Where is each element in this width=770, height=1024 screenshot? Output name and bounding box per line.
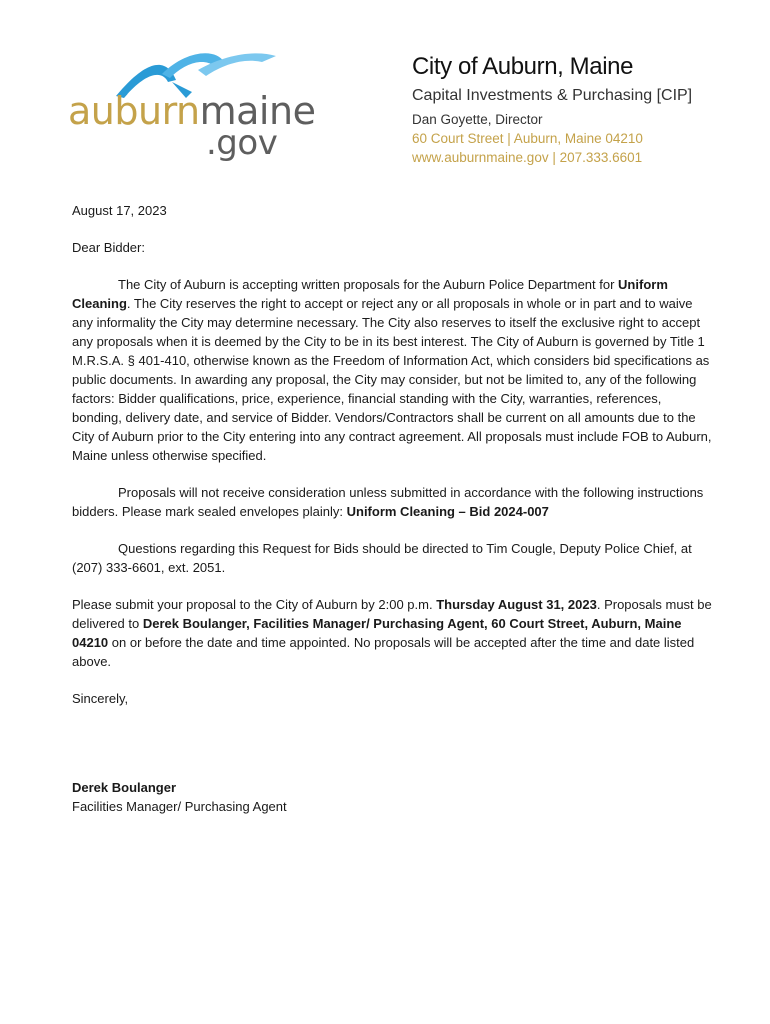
department-name: Capital Investments & Purchasing [CIP] <box>412 87 693 104</box>
p2-text: Proposals will not receive consideration unless submitted in accordance with the following instructions bidders. Please mark sealed envelopes plainly: <box>72 485 704 519</box>
letterhead <box>412 52 752 167</box>
logo-wordmark <box>68 89 316 133</box>
org-name: City of Auburn, Maine <box>412 53 634 80</box>
contact-line: www.auburnmaine.gov | 207.333.6601 <box>412 150 643 165</box>
envelope-label: Uniform Cleaning – Bid 2024-007 <box>346 504 549 519</box>
p1-subject: Uniform Cleaning <box>72 277 668 311</box>
salutation: Dear Bidder: <box>72 240 145 255</box>
logo-domain-gov: .gov <box>206 123 278 163</box>
paragraph-questions: Questions regarding this Request for Bids should be directed to Tim Cougle, Deputy Police Chief, at (207) 333-6601, ext. 2051. <box>72 541 692 575</box>
signature-block <box>72 778 712 816</box>
delivery-address: Derek Boulanger, Facilities Manager/ Purchasing Agent, 60 Court Street, Auburn, Maine 04210 <box>72 616 682 650</box>
p4-text2: . Proposals must be delivered to <box>72 597 712 631</box>
paragraph-intro <box>72 275 712 465</box>
closing: Sincerely, <box>72 691 129 706</box>
p1-intro: The City of Auburn is accepting written proposals for the Auburn Police Department for <box>118 277 619 292</box>
director-line: Dan Goyette, Director <box>412 112 543 127</box>
signer-name-text: Derek Boulanger <box>72 780 177 795</box>
letter-date: August 17, 2023 <box>72 203 167 218</box>
p4-text3: on or before the date and time appointed. No proposals will be accepted after the time and date listed above. <box>72 635 695 669</box>
submission-deadline: Thursday August 31, 2023 <box>436 597 597 612</box>
auburnmaine-gov-logo <box>66 52 316 163</box>
signer-name <box>72 778 712 797</box>
letter-body <box>72 201 712 816</box>
p1-rest: . The City reserves the right to accept or reject any or all proposals in whole or in part and to waive any informality the City may determine necessary. The City also reserves to itself the exclusive right to accept any proposals when it is deemed by the City to be in its best interest. The City of Auburn is governed by Title 1 M.R.S.A. § 401-410, otherwise known as the Freedom of Information Act, which considers bid specifications as public documents. In awarding any proposal, the City may consider, but not be limited to, any of the following factors: Bidder qualifications, price, experience, financial standing with the City, warranties, references, bonding, delivery date, and service of Bidder. Vendors/Contractors shall be current on all amounts due to the City of Auburn prior to the City entering into any contract agreement. All proposals must include FOB to Auburn, Maine unless otherwise specified. <box>72 296 712 463</box>
p4-text1: Please submit your proposal to the City of Auburn by 2:00 p.m. <box>72 597 437 612</box>
address-line: 60 Court Street | Auburn, Maine 04210 <box>412 131 643 146</box>
paragraph-instructions <box>72 483 712 521</box>
paragraph-submission <box>72 595 712 671</box>
signer-title: Facilities Manager/ Purchasing Agent <box>72 799 287 814</box>
logo-word-maine: maine <box>199 89 316 133</box>
logo-word-auburn: auburn <box>68 89 200 133</box>
